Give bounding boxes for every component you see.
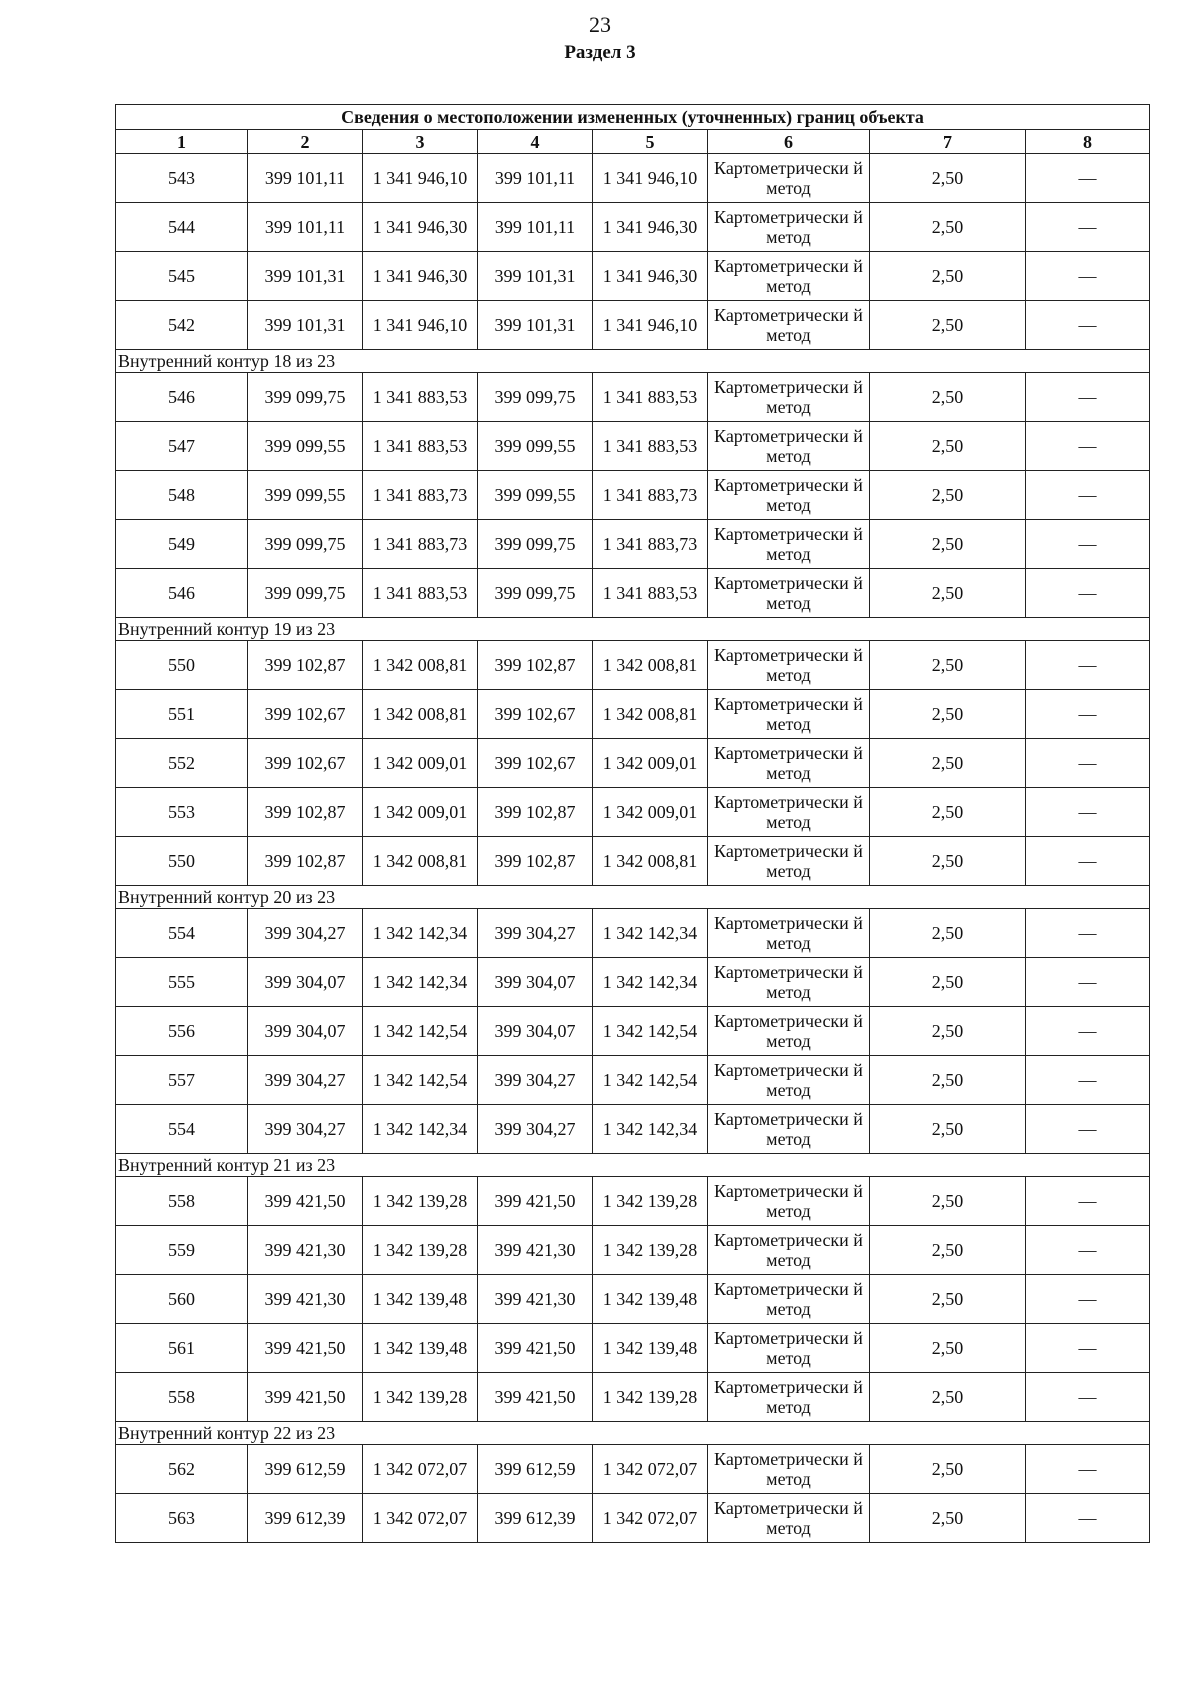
cell-description: — xyxy=(1026,1494,1150,1543)
cell-point-number: 543 xyxy=(116,154,248,203)
cell-y-new: 1 341 883,73 xyxy=(593,471,708,520)
cell-x-existing: 399 102,87 xyxy=(248,788,363,837)
column-number: 1 xyxy=(116,130,248,154)
cell-x-existing: 399 102,67 xyxy=(248,739,363,788)
contour-header-row xyxy=(116,618,1150,641)
cell-method: Картометрически й метод xyxy=(708,1056,870,1105)
cell-accuracy: 2,50 xyxy=(870,569,1026,618)
boundary-coordinates-table xyxy=(115,104,1150,1543)
cell-x-new: 399 101,31 xyxy=(478,301,593,350)
cell-y-existing: 1 341 946,10 xyxy=(363,301,478,350)
cell-point-number: 546 xyxy=(116,373,248,422)
cell-accuracy: 2,50 xyxy=(870,520,1026,569)
cell-method: Картометрически й метод xyxy=(708,1275,870,1324)
cell-method: Картометрически й метод xyxy=(708,1007,870,1056)
cell-description: — xyxy=(1026,958,1150,1007)
cell-x-new: 399 304,27 xyxy=(478,1056,593,1105)
cell-x-new: 399 101,31 xyxy=(478,252,593,301)
cell-x-new: 399 101,11 xyxy=(478,203,593,252)
cell-x-existing: 399 304,07 xyxy=(248,958,363,1007)
cell-description: — xyxy=(1026,909,1150,958)
cell-x-existing: 399 099,75 xyxy=(248,520,363,569)
cell-y-new: 1 342 139,48 xyxy=(593,1275,708,1324)
cell-accuracy: 2,50 xyxy=(870,641,1026,690)
table-row xyxy=(116,1226,1150,1275)
cell-y-existing: 1 341 883,53 xyxy=(363,569,478,618)
table-row xyxy=(116,909,1150,958)
column-number-row xyxy=(116,130,1150,154)
cell-x-new: 399 612,59 xyxy=(478,1445,593,1494)
cell-x-new: 399 099,55 xyxy=(478,422,593,471)
table-row xyxy=(116,1105,1150,1154)
cell-accuracy: 2,50 xyxy=(870,1445,1026,1494)
cell-description: — xyxy=(1026,788,1150,837)
column-number: 6 xyxy=(708,130,870,154)
cell-y-existing: 1 342 142,34 xyxy=(363,1105,478,1154)
cell-description: — xyxy=(1026,1105,1150,1154)
table-row xyxy=(116,788,1150,837)
table-row xyxy=(116,301,1150,350)
cell-point-number: 557 xyxy=(116,1056,248,1105)
cell-method: Картометрически й метод xyxy=(708,471,870,520)
cell-method: Картометрически й метод xyxy=(708,837,870,886)
cell-x-new: 399 421,50 xyxy=(478,1324,593,1373)
cell-point-number: 551 xyxy=(116,690,248,739)
cell-method: Картометрически й метод xyxy=(708,520,870,569)
cell-x-existing: 399 099,55 xyxy=(248,422,363,471)
cell-accuracy: 2,50 xyxy=(870,203,1026,252)
cell-description: — xyxy=(1026,1373,1150,1422)
cell-accuracy: 2,50 xyxy=(870,1007,1026,1056)
cell-x-new: 399 102,67 xyxy=(478,690,593,739)
cell-x-new: 399 421,50 xyxy=(478,1373,593,1422)
cell-point-number: 562 xyxy=(116,1445,248,1494)
cell-x-existing: 399 421,50 xyxy=(248,1177,363,1226)
cell-accuracy: 2,50 xyxy=(870,690,1026,739)
cell-method: Картометрически й метод xyxy=(708,958,870,1007)
table-caption: Сведения о местоположении измененных (уточненных) границ объекта xyxy=(116,105,1150,130)
cell-y-new: 1 342 142,54 xyxy=(593,1007,708,1056)
cell-method: Картометрически й метод xyxy=(708,1226,870,1275)
cell-method: Картометрически й метод xyxy=(708,909,870,958)
cell-method: Картометрически й метод xyxy=(708,788,870,837)
table-row xyxy=(116,958,1150,1007)
cell-point-number: 556 xyxy=(116,1007,248,1056)
cell-x-existing: 399 099,55 xyxy=(248,471,363,520)
table-row xyxy=(116,1007,1150,1056)
cell-y-new: 1 342 008,81 xyxy=(593,641,708,690)
cell-y-existing: 1 341 946,10 xyxy=(363,154,478,203)
cell-y-new: 1 342 139,28 xyxy=(593,1373,708,1422)
table-row xyxy=(116,1275,1150,1324)
cell-x-existing: 399 102,87 xyxy=(248,837,363,886)
cell-accuracy: 2,50 xyxy=(870,739,1026,788)
cell-y-existing: 1 342 142,34 xyxy=(363,909,478,958)
cell-x-existing: 399 101,11 xyxy=(248,154,363,203)
contour-label: Внутренний контур 18 из 23 xyxy=(116,350,1150,373)
cell-x-existing: 399 304,27 xyxy=(248,1105,363,1154)
cell-x-existing: 399 421,30 xyxy=(248,1275,363,1324)
table-row xyxy=(116,154,1150,203)
cell-description: — xyxy=(1026,1007,1150,1056)
cell-y-new: 1 342 142,34 xyxy=(593,909,708,958)
cell-method: Картометрически й метод xyxy=(708,301,870,350)
table-row xyxy=(116,471,1150,520)
section-title: Раздел 3 xyxy=(564,42,636,63)
cell-method: Картометрически й метод xyxy=(708,1494,870,1543)
table-row xyxy=(116,1177,1150,1226)
cell-description: — xyxy=(1026,520,1150,569)
cell-x-new: 399 304,27 xyxy=(478,1105,593,1154)
cell-description: — xyxy=(1026,1445,1150,1494)
cell-point-number: 550 xyxy=(116,837,248,886)
cell-y-existing: 1 342 072,07 xyxy=(363,1445,478,1494)
contour-label: Внутренний контур 21 из 23 xyxy=(116,1154,1150,1177)
cell-description: — xyxy=(1026,1226,1150,1275)
cell-x-existing: 399 101,31 xyxy=(248,301,363,350)
cell-y-existing: 1 341 883,53 xyxy=(363,422,478,471)
cell-x-existing: 399 101,31 xyxy=(248,252,363,301)
cell-y-existing: 1 341 883,73 xyxy=(363,471,478,520)
cell-accuracy: 2,50 xyxy=(870,1056,1026,1105)
cell-x-new: 399 101,11 xyxy=(478,154,593,203)
cell-description: — xyxy=(1026,203,1150,252)
cell-point-number: 555 xyxy=(116,958,248,1007)
cell-y-new: 1 341 946,10 xyxy=(593,301,708,350)
cell-point-number: 547 xyxy=(116,422,248,471)
cell-point-number: 544 xyxy=(116,203,248,252)
cell-y-existing: 1 342 009,01 xyxy=(363,788,478,837)
table-row xyxy=(116,1056,1150,1105)
cell-method: Картометрически й метод xyxy=(708,252,870,301)
cell-method: Картометрически й метод xyxy=(708,1324,870,1373)
cell-method: Картометрически й метод xyxy=(708,641,870,690)
cell-x-existing: 399 304,27 xyxy=(248,1056,363,1105)
table-row xyxy=(116,739,1150,788)
table-row xyxy=(116,203,1150,252)
cell-y-existing: 1 341 946,30 xyxy=(363,252,478,301)
cell-y-existing: 1 342 008,81 xyxy=(363,641,478,690)
cell-y-new: 1 342 142,34 xyxy=(593,1105,708,1154)
cell-x-new: 399 099,75 xyxy=(478,373,593,422)
cell-y-existing: 1 341 883,73 xyxy=(363,520,478,569)
cell-x-existing: 399 612,59 xyxy=(248,1445,363,1494)
cell-accuracy: 2,50 xyxy=(870,1226,1026,1275)
cell-y-new: 1 341 883,53 xyxy=(593,569,708,618)
cell-x-existing: 399 102,87 xyxy=(248,641,363,690)
cell-y-new: 1 342 009,01 xyxy=(593,739,708,788)
cell-y-existing: 1 342 009,01 xyxy=(363,739,478,788)
cell-y-new: 1 342 139,28 xyxy=(593,1177,708,1226)
page-number: 23 xyxy=(589,12,611,37)
cell-method: Картометрически й метод xyxy=(708,739,870,788)
cell-method: Картометрически й метод xyxy=(708,203,870,252)
cell-x-existing: 399 421,30 xyxy=(248,1226,363,1275)
cell-point-number: 554 xyxy=(116,909,248,958)
contour-header-row xyxy=(116,1154,1150,1177)
cell-method: Картометрически й метод xyxy=(708,1105,870,1154)
cell-description: — xyxy=(1026,837,1150,886)
cell-x-new: 399 612,39 xyxy=(478,1494,593,1543)
column-number: 7 xyxy=(870,130,1026,154)
cell-y-new: 1 342 072,07 xyxy=(593,1494,708,1543)
cell-accuracy: 2,50 xyxy=(870,788,1026,837)
cell-description: — xyxy=(1026,569,1150,618)
cell-y-new: 1 341 946,30 xyxy=(593,252,708,301)
cell-method: Картометрически й метод xyxy=(708,373,870,422)
cell-y-existing: 1 342 008,81 xyxy=(363,837,478,886)
cell-y-existing: 1 342 139,48 xyxy=(363,1275,478,1324)
cell-x-new: 399 304,07 xyxy=(478,1007,593,1056)
contour-header-row xyxy=(116,350,1150,373)
cell-point-number: 553 xyxy=(116,788,248,837)
cell-description: — xyxy=(1026,301,1150,350)
cell-description: — xyxy=(1026,1324,1150,1373)
cell-x-new: 399 099,75 xyxy=(478,569,593,618)
cell-y-new: 1 341 946,30 xyxy=(593,203,708,252)
cell-y-existing: 1 342 139,48 xyxy=(363,1324,478,1373)
cell-accuracy: 2,50 xyxy=(870,958,1026,1007)
cell-accuracy: 2,50 xyxy=(870,1324,1026,1373)
cell-point-number: 563 xyxy=(116,1494,248,1543)
cell-point-number: 542 xyxy=(116,301,248,350)
cell-accuracy: 2,50 xyxy=(870,1494,1026,1543)
cell-x-new: 399 102,87 xyxy=(478,641,593,690)
cell-description: — xyxy=(1026,1056,1150,1105)
cell-point-number: 559 xyxy=(116,1226,248,1275)
cell-y-new: 1 341 883,53 xyxy=(593,373,708,422)
table-row xyxy=(116,373,1150,422)
cell-x-new: 399 304,27 xyxy=(478,909,593,958)
cell-x-existing: 399 421,50 xyxy=(248,1324,363,1373)
cell-accuracy: 2,50 xyxy=(870,1177,1026,1226)
cell-y-new: 1 342 142,34 xyxy=(593,958,708,1007)
cell-description: — xyxy=(1026,471,1150,520)
cell-method: Картометрически й метод xyxy=(708,154,870,203)
cell-point-number: 548 xyxy=(116,471,248,520)
cell-point-number: 549 xyxy=(116,520,248,569)
cell-x-new: 399 304,07 xyxy=(478,958,593,1007)
cell-x-new: 399 421,30 xyxy=(478,1226,593,1275)
cell-x-existing: 399 612,39 xyxy=(248,1494,363,1543)
cell-x-new: 399 421,50 xyxy=(478,1177,593,1226)
table-row xyxy=(116,569,1150,618)
cell-point-number: 546 xyxy=(116,569,248,618)
cell-x-new: 399 099,55 xyxy=(478,471,593,520)
cell-x-existing: 399 304,27 xyxy=(248,909,363,958)
cell-x-new: 399 421,30 xyxy=(478,1275,593,1324)
cell-description: — xyxy=(1026,1177,1150,1226)
cell-y-new: 1 342 009,01 xyxy=(593,788,708,837)
cell-x-existing: 399 099,75 xyxy=(248,373,363,422)
cell-accuracy: 2,50 xyxy=(870,252,1026,301)
cell-accuracy: 2,50 xyxy=(870,373,1026,422)
cell-accuracy: 2,50 xyxy=(870,1373,1026,1422)
cell-y-existing: 1 342 142,54 xyxy=(363,1056,478,1105)
cell-y-new: 1 342 142,54 xyxy=(593,1056,708,1105)
cell-x-existing: 399 099,75 xyxy=(248,569,363,618)
table-row xyxy=(116,690,1150,739)
cell-point-number: 558 xyxy=(116,1177,248,1226)
cell-point-number: 552 xyxy=(116,739,248,788)
contour-header-row xyxy=(116,886,1150,909)
cell-description: — xyxy=(1026,252,1150,301)
cell-y-new: 1 341 883,73 xyxy=(593,520,708,569)
cell-description: — xyxy=(1026,1275,1150,1324)
cell-point-number: 560 xyxy=(116,1275,248,1324)
column-number: 2 xyxy=(248,130,363,154)
cell-y-existing: 1 341 883,53 xyxy=(363,373,478,422)
cell-accuracy: 2,50 xyxy=(870,154,1026,203)
cell-method: Картометрически й метод xyxy=(708,569,870,618)
column-number: 5 xyxy=(593,130,708,154)
cell-y-new: 1 342 008,81 xyxy=(593,837,708,886)
cell-method: Картометрически й метод xyxy=(708,1373,870,1422)
cell-y-new: 1 341 883,53 xyxy=(593,422,708,471)
cell-method: Картометрически й метод xyxy=(708,690,870,739)
cell-description: — xyxy=(1026,373,1150,422)
cell-point-number: 558 xyxy=(116,1373,248,1422)
cell-description: — xyxy=(1026,739,1150,788)
cell-method: Картометрически й метод xyxy=(708,1177,870,1226)
cell-x-existing: 399 421,50 xyxy=(248,1373,363,1422)
cell-y-existing: 1 342 142,34 xyxy=(363,958,478,1007)
cell-y-existing: 1 342 139,28 xyxy=(363,1177,478,1226)
cell-x-new: 399 099,75 xyxy=(478,520,593,569)
table-row xyxy=(116,1494,1150,1543)
cell-y-new: 1 341 946,10 xyxy=(593,154,708,203)
cell-y-existing: 1 342 139,28 xyxy=(363,1373,478,1422)
cell-y-existing: 1 342 072,07 xyxy=(363,1494,478,1543)
table-row xyxy=(116,1373,1150,1422)
cell-y-new: 1 342 008,81 xyxy=(593,690,708,739)
column-number: 3 xyxy=(363,130,478,154)
cell-description: — xyxy=(1026,641,1150,690)
table-row xyxy=(116,422,1150,471)
cell-accuracy: 2,50 xyxy=(870,1275,1026,1324)
contour-header-row xyxy=(116,1422,1150,1445)
cell-accuracy: 2,50 xyxy=(870,837,1026,886)
cell-x-new: 399 102,87 xyxy=(478,788,593,837)
cell-y-existing: 1 342 139,28 xyxy=(363,1226,478,1275)
cell-description: — xyxy=(1026,422,1150,471)
cell-point-number: 561 xyxy=(116,1324,248,1373)
contour-label: Внутренний контур 19 из 23 xyxy=(116,618,1150,641)
cell-description: — xyxy=(1026,690,1150,739)
cell-point-number: 550 xyxy=(116,641,248,690)
cell-accuracy: 2,50 xyxy=(870,909,1026,958)
cell-point-number: 554 xyxy=(116,1105,248,1154)
table-row xyxy=(116,252,1150,301)
cell-point-number: 545 xyxy=(116,252,248,301)
cell-x-existing: 399 304,07 xyxy=(248,1007,363,1056)
contour-label: Внутренний контур 22 из 23 xyxy=(116,1422,1150,1445)
cell-method: Картометрически й метод xyxy=(708,422,870,471)
table-row xyxy=(116,641,1150,690)
cell-description: — xyxy=(1026,154,1150,203)
cell-y-existing: 1 341 946,30 xyxy=(363,203,478,252)
contour-label: Внутренний контур 20 из 23 xyxy=(116,886,1150,909)
cell-accuracy: 2,50 xyxy=(870,471,1026,520)
cell-method: Картометрически й метод xyxy=(708,1445,870,1494)
cell-x-existing: 399 102,67 xyxy=(248,690,363,739)
cell-y-existing: 1 342 008,81 xyxy=(363,690,478,739)
table-row xyxy=(116,1445,1150,1494)
table-row xyxy=(116,520,1150,569)
cell-y-new: 1 342 139,28 xyxy=(593,1226,708,1275)
cell-accuracy: 2,50 xyxy=(870,422,1026,471)
cell-x-new: 399 102,67 xyxy=(478,739,593,788)
cell-y-new: 1 342 072,07 xyxy=(593,1445,708,1494)
cell-accuracy: 2,50 xyxy=(870,1105,1026,1154)
cell-x-new: 399 102,87 xyxy=(478,837,593,886)
column-number: 4 xyxy=(478,130,593,154)
cell-accuracy: 2,50 xyxy=(870,301,1026,350)
cell-y-new: 1 342 139,48 xyxy=(593,1324,708,1373)
cell-x-existing: 399 101,11 xyxy=(248,203,363,252)
table-row xyxy=(116,837,1150,886)
table-row xyxy=(116,1324,1150,1373)
column-number: 8 xyxy=(1026,130,1150,154)
cell-y-existing: 1 342 142,54 xyxy=(363,1007,478,1056)
